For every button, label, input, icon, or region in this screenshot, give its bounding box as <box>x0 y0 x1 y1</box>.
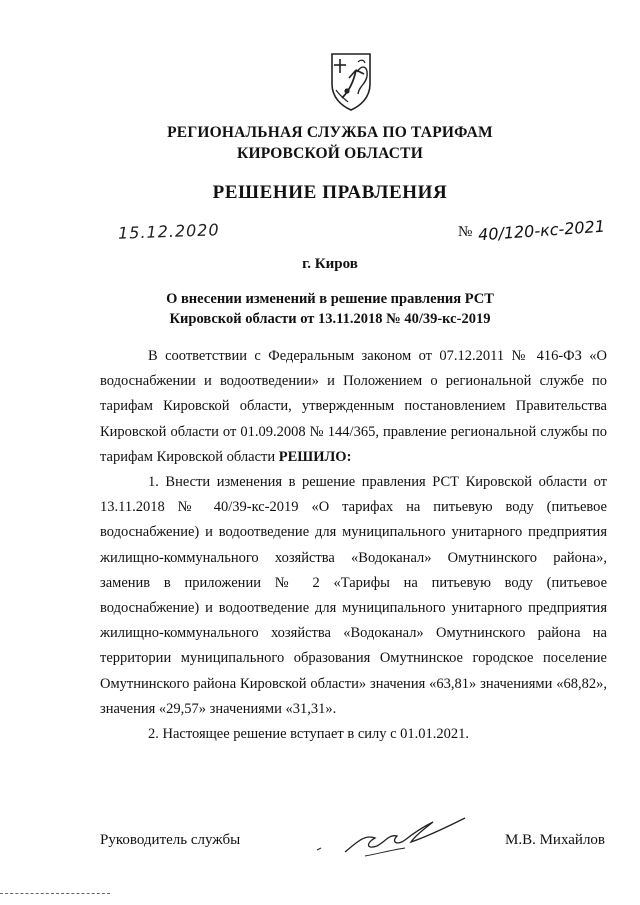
decision-number-value: 40/120-кс-2021 <box>477 216 606 245</box>
item-1-paragraph: 1. Внести изменения в решение правления РСТ Кировской области от 13.11.2018 № 40/39-кс-2019 «О тарифах на питьевую воду (питьевое водоснабжение) и водоотведение для муниципального унитарного предприятия жилищно-коммунального хозяйства «Водоканал» Омутнинского района», заменив в приложении № 2 «Тарифы на питьевую воду (питьевое водоснабжение) и водоотведение для муниципального унитарного предприятия жилищно-коммунального хозяйства «Водоканал» Омутнинского района на территории муниципального образования Омутнинское городское поселение Омутнинского района Кировской области» значения «63,81» значениями «68,82», значения «29,57» значениями «31,31». <box>100 474 607 717</box>
decision-body <box>100 344 607 747</box>
agency-name-line2: КИРОВСКОЙ ОБЛАСТИ <box>237 145 423 162</box>
handwritten-signature <box>305 812 475 862</box>
decision-subject <box>10 289 640 329</box>
decision-number <box>458 216 606 245</box>
coat-of-arms-icon <box>326 50 376 112</box>
preamble-text: В соответствии с Федеральным законом от 07.12.2011 № 416-ФЗ «О водоснабжении и водоотведении» и Положением о региональной службе по тарифам Кировской области, утвержденным постановлением Правительства Кировской области от 01.09.2008 № 144/365, правление региональной службы по тарифам Кировской области <box>100 348 607 465</box>
signatory-name: М.В. Михайлов <box>505 832 606 848</box>
preamble-paragraph <box>100 344 607 470</box>
number-sign: № <box>458 224 473 240</box>
item-2-paragraph: 2. Настоящее решение вступает в силу с 01.01.2021. <box>148 726 470 743</box>
decision-date: 15.12.2020 <box>117 220 220 243</box>
scan-edge-mark <box>0 893 110 896</box>
city-line: г. Киров <box>302 256 358 272</box>
subject-line1: О внесении изменений в решение правления РСТ <box>166 291 494 307</box>
subject-line2: Кировской области от 13.11.2018 № 40/39-кс-2019 <box>169 311 491 327</box>
signatory-role: Руководитель службы <box>100 832 241 848</box>
decided-word: РЕШИЛО: <box>278 448 352 465</box>
agency-name-line1: РЕГИОНАЛЬНАЯ СЛУЖБА ПО ТАРИФАМ <box>167 124 493 141</box>
document-type-title: РЕШЕНИЕ ПРАВЛЕНИЯ <box>212 182 448 203</box>
